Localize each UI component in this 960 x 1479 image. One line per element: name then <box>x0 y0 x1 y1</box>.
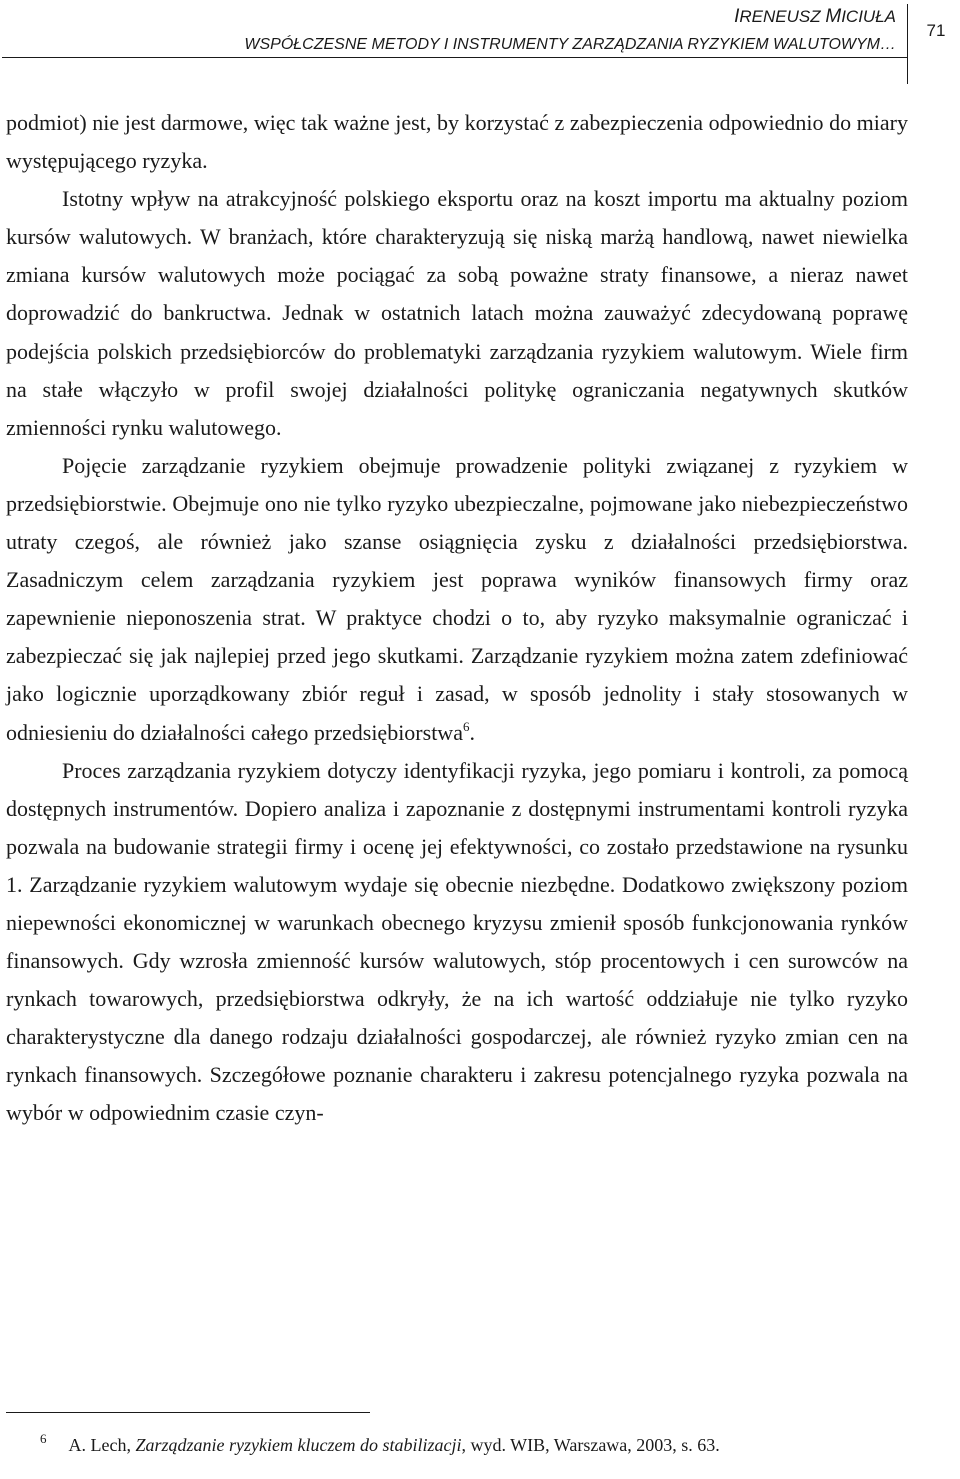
footnote-reference[interactable]: 6 <box>462 718 470 734</box>
paragraph-1: podmiot) nie jest darmowe, więc tak ważne jest, by korzystać z zabezpieczenia odpowiednio do miary występującego ryzyka. <box>6 110 908 174</box>
paragraph-3: Pojęcie zarządzanie ryzykiem obejmuje prowadzenie polityki związanej z ryzykiem w przedsiębiorstwie. Obejmuje ono nie tylko ryzyko ubezpieczalne, pojmowane jako niebezpieczeństwo utraty czegoś, ale również jako szanse osiągnięcia zysku z działalności przedsiębiorstwa. Zasadniczym celem zarządzania ryzykiem jest poprawa wyników finansowych firmy oraz zapewnienie nieponoszenia strat. W praktyce chodzi o to, aby ryzyko maksymalnie ograniczać i zabezpieczać się jak najlepiej przed jego skutkami. Zarządzanie ryzykiem można zatem zdefiniować jako logicznie uporządkowany zbiór reguł i zasad, w sposób jednolity i stały stosowanych w odniesieniu do działalności całego przedsiębiorstwa$^6$. <box>6 452 908 745</box>
paragraph-2: Istotny wpływ na atrakcyjność polskiego eksportu oraz na koszt importu ma aktualny poziom kursów walutowych. W branżach, które charakteryzują się niską marżą handlową, nawet niewielka zmiana kursów walutowych może pociągać za sobą poważne straty finansowe, a nieraz nawet doprowadzić do bankructwa. Jednak w ostatnich latach można zauważyć zdecydowaną poprawę podejścia polskich przedsiębiorców do problematyki zarządzania ryzykiem walutowym. Wiele firm na stałe włączyło w profil swojej działalności politykę ograniczania negatywnych skutków zmienności rynku walutowego. <box>6 186 908 440</box>
footnote-separator <box>6 1412 370 1413</box>
header-running-title: WSPÓŁCZESNE METODY I INSTRUMENTY ZARZĄDZANIA RYZYKIEM WALUTOWYM… <box>244 36 896 53</box>
page-number: 71 <box>926 21 946 40</box>
header-author: IRENEUSZ MICIUŁA <box>734 6 896 27</box>
header-horizontal-rule <box>2 57 907 58</box>
header-vertical-rule <box>907 4 908 84</box>
footnote-number: 6 <box>40 1431 47 1446</box>
main-text <box>6 104 908 1133</box>
footnote: $^6$ A. Lech, Zarządzanie ryzykiem kluczem do stabilizacji, wyd. WIB, Warszawa, 2003, s. 63. <box>40 1431 720 1455</box>
paragraph-4: Proces zarządzania ryzykiem dotyczy identyfikacji ryzyka, jego pomiaru i kontroli, za pomocą dostępnych instrumentów. Dopiero analiza i zapoznanie z dostępnymi instrumentami kontroli ryzyka pozwala na budowanie strategii firmy i ocenę jej efektywności, co zostało przedstawione na rysunku 1. Zarządzanie ryzykiem walutowym wydaje się obecnie niezbędne. Dodatkowo zwiększony poziom niepewności ekonomicznej w warunkach obecnego kryzysu zmienił sposób funkcjonowania rynków finansowych. Gdy wzrosła zmienność kursów walutowych, stóp procentowych i cen surowców na rynkach towarowych, przedsiębiorstwa odkryły, że na ich wartość oddziałuje nie tylko ryzyko charakterystyczne dla danego rodzaju działalności gospodarczej, ale również ryzyko zmian cen na rynkach finansowych. Szczegółowe poznanie charakteru i zakresu potencjalnego ryzyka pozwala na wybór w odpowiednim czasie czyn- <box>6 757 908 1126</box>
footnote-title: Zarządzanie ryzykiem kluczem do stabilizacji <box>135 1435 462 1455</box>
